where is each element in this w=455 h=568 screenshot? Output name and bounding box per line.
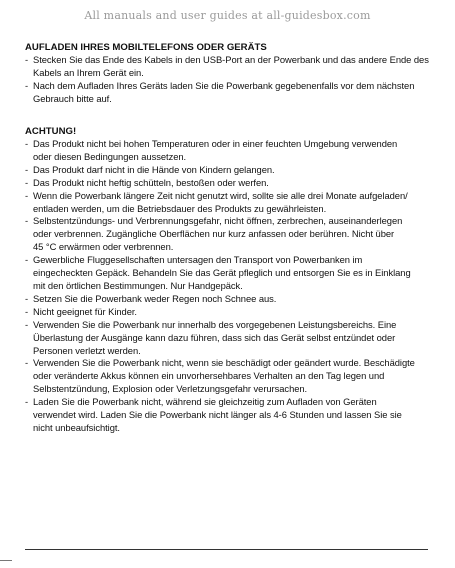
list-item: - Nicht geeignet für Kinder. [25,306,430,319]
list-item: - Gewerbliche Fluggesellschaften untersagen den Transport von Powerbanken im eingecheckten Gepäck. Behandeln Sie das Gerät pfleglich und entsorgen Sie es in Einklang mit den örtlichen Bestimmungen. Nur Handgepäck. [25,254,430,293]
list-item: - Das Produkt nicht bei hohen Temperaturen oder in einer feuchten Umgebung verwenden oder diesen Bedingungen aussetzen. [25,138,430,164]
footer-divider [25,549,428,550]
caution-heading: ACHTUNG! [25,126,77,137]
charging-list [25,54,430,106]
list-item: - Das Produkt darf nicht in die Hände von Kindern gelangen. [25,164,430,177]
charging-heading: AUFLADEN IHRES MOBILTELEFONS ODER GERÄTS [25,42,267,53]
watermark: All manuals and user guides at all-guidesbox.com [84,9,371,22]
list-item: - Nach dem Aufladen Ihres Geräts laden Sie die Powerbank gegebenenfalls vor dem nächsten Gebrauch bitte auf. [25,80,430,106]
list-item: - Verwenden Sie die Powerbank nicht, wenn sie beschädigt oder geändert wurde. Beschädigte oder veränderte Akkus können ein unvorhersehbares Verhalten an den Tag legen und Selbstentzündung, Explosion oder Verletzungsgefahr verursachen. [25,357,430,396]
charging-section [25,41,430,106]
list-item: - Setzen Sie die Powerbank weder Regen noch Schnee aus. [25,293,430,306]
list-item: - Laden Sie die Powerbank nicht, während sie gleichzeitig zum Aufladen von Geräten verwendet wird. Laden Sie die Powerbank nicht länger als 4-6 Stunden und lassen Sie sie nicht unbeaufsichtigt. [25,396,430,435]
list-item: - Verwenden Sie die Powerbank nur innerhalb des vorgegebenen Leistungsbereichs. Eine Überlastung der Ausgänge kann dazu führen, dass sich das Gerät selbst entzündet oder Personen verletzt werden. [25,319,430,358]
caution-list [25,138,430,435]
list-item: - Wenn die Powerbank längere Zeit nicht genutzt wird, sollte sie alle drei Monate aufgeladen/ entladen werden, um die Betriebsdauer des Produkts zu gewährleisten. [25,190,430,216]
caution-section [25,125,430,435]
list-item: - Selbstentzündungs- und Verbrennungsgefahr, nicht öffnen, zerbrechen, auseinanderlegen oder verbrennen. Zugängliche Oberflächen nur kurz anfassen oder berühren. Nicht über 45 °C erwärmen oder verbrennen. [25,215,430,254]
list-item: - Stecken Sie das Ende des Kabels in den USB-Port an der Powerbank und das andere Ende des Kabels an Ihrem Gerät ein. [25,54,430,80]
crop-mark [0,560,12,561]
list-item: - Das Produkt nicht heftig schütteln, bestoßen oder werfen. [25,177,430,190]
